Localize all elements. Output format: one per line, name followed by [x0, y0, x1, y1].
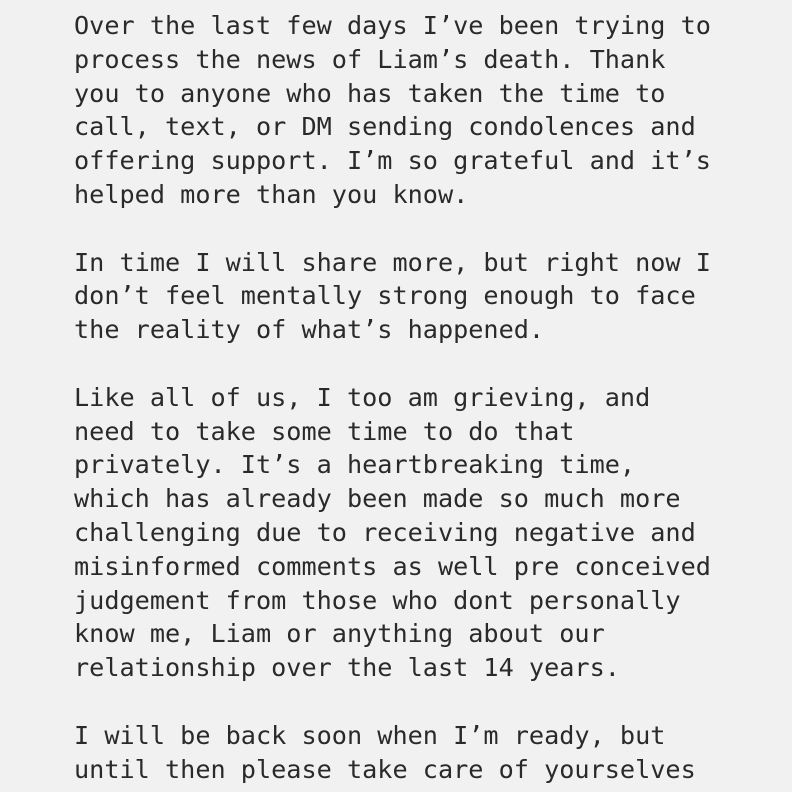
text-line: which has already been made so much more — [74, 484, 681, 514]
text-line: call, text, or DM sending condolences and — [74, 112, 696, 142]
text-line: In time I will share more, but right now I — [74, 247, 711, 277]
paragraph-4 — [74, 719, 774, 787]
paragraph-1 — [74, 9, 774, 212]
text-line: offering support. I’m so grateful and it’s — [74, 146, 711, 176]
text-line: helped more than you know. — [74, 179, 469, 209]
text-line: don’t feel mentally strong enough to face — [74, 281, 696, 311]
paragraph-2 — [74, 246, 774, 347]
text-line: misinformed comments as well pre conceived — [74, 551, 711, 581]
text-line: until then please take care of yourselves — [74, 754, 696, 784]
text-line: you to anyone who has taken the time to — [74, 78, 666, 108]
post-text — [74, 9, 774, 792]
text-line: know me, Liam or anything about our — [74, 619, 605, 649]
text-line: I will be back soon when I’m ready, but — [74, 720, 666, 750]
text-line: judgement from those who dont personally — [74, 585, 681, 615]
text-line: privately. It’s a heartbreaking time, — [74, 450, 636, 480]
text-line: Over the last few days I’ve been trying to — [74, 11, 711, 40]
text-line: the reality of what’s happened. — [74, 315, 545, 345]
text-line: relationship over the last 14 years. — [74, 653, 620, 683]
text-line: challenging due to receiving negative and — [74, 517, 696, 547]
text-line: need to take some time to do that — [74, 416, 575, 446]
paragraph-3 — [74, 381, 774, 685]
text-line: process the news of Liam’s death. Thank — [74, 44, 666, 74]
text-line: Like all of us, I too am grieving, and — [74, 382, 651, 412]
